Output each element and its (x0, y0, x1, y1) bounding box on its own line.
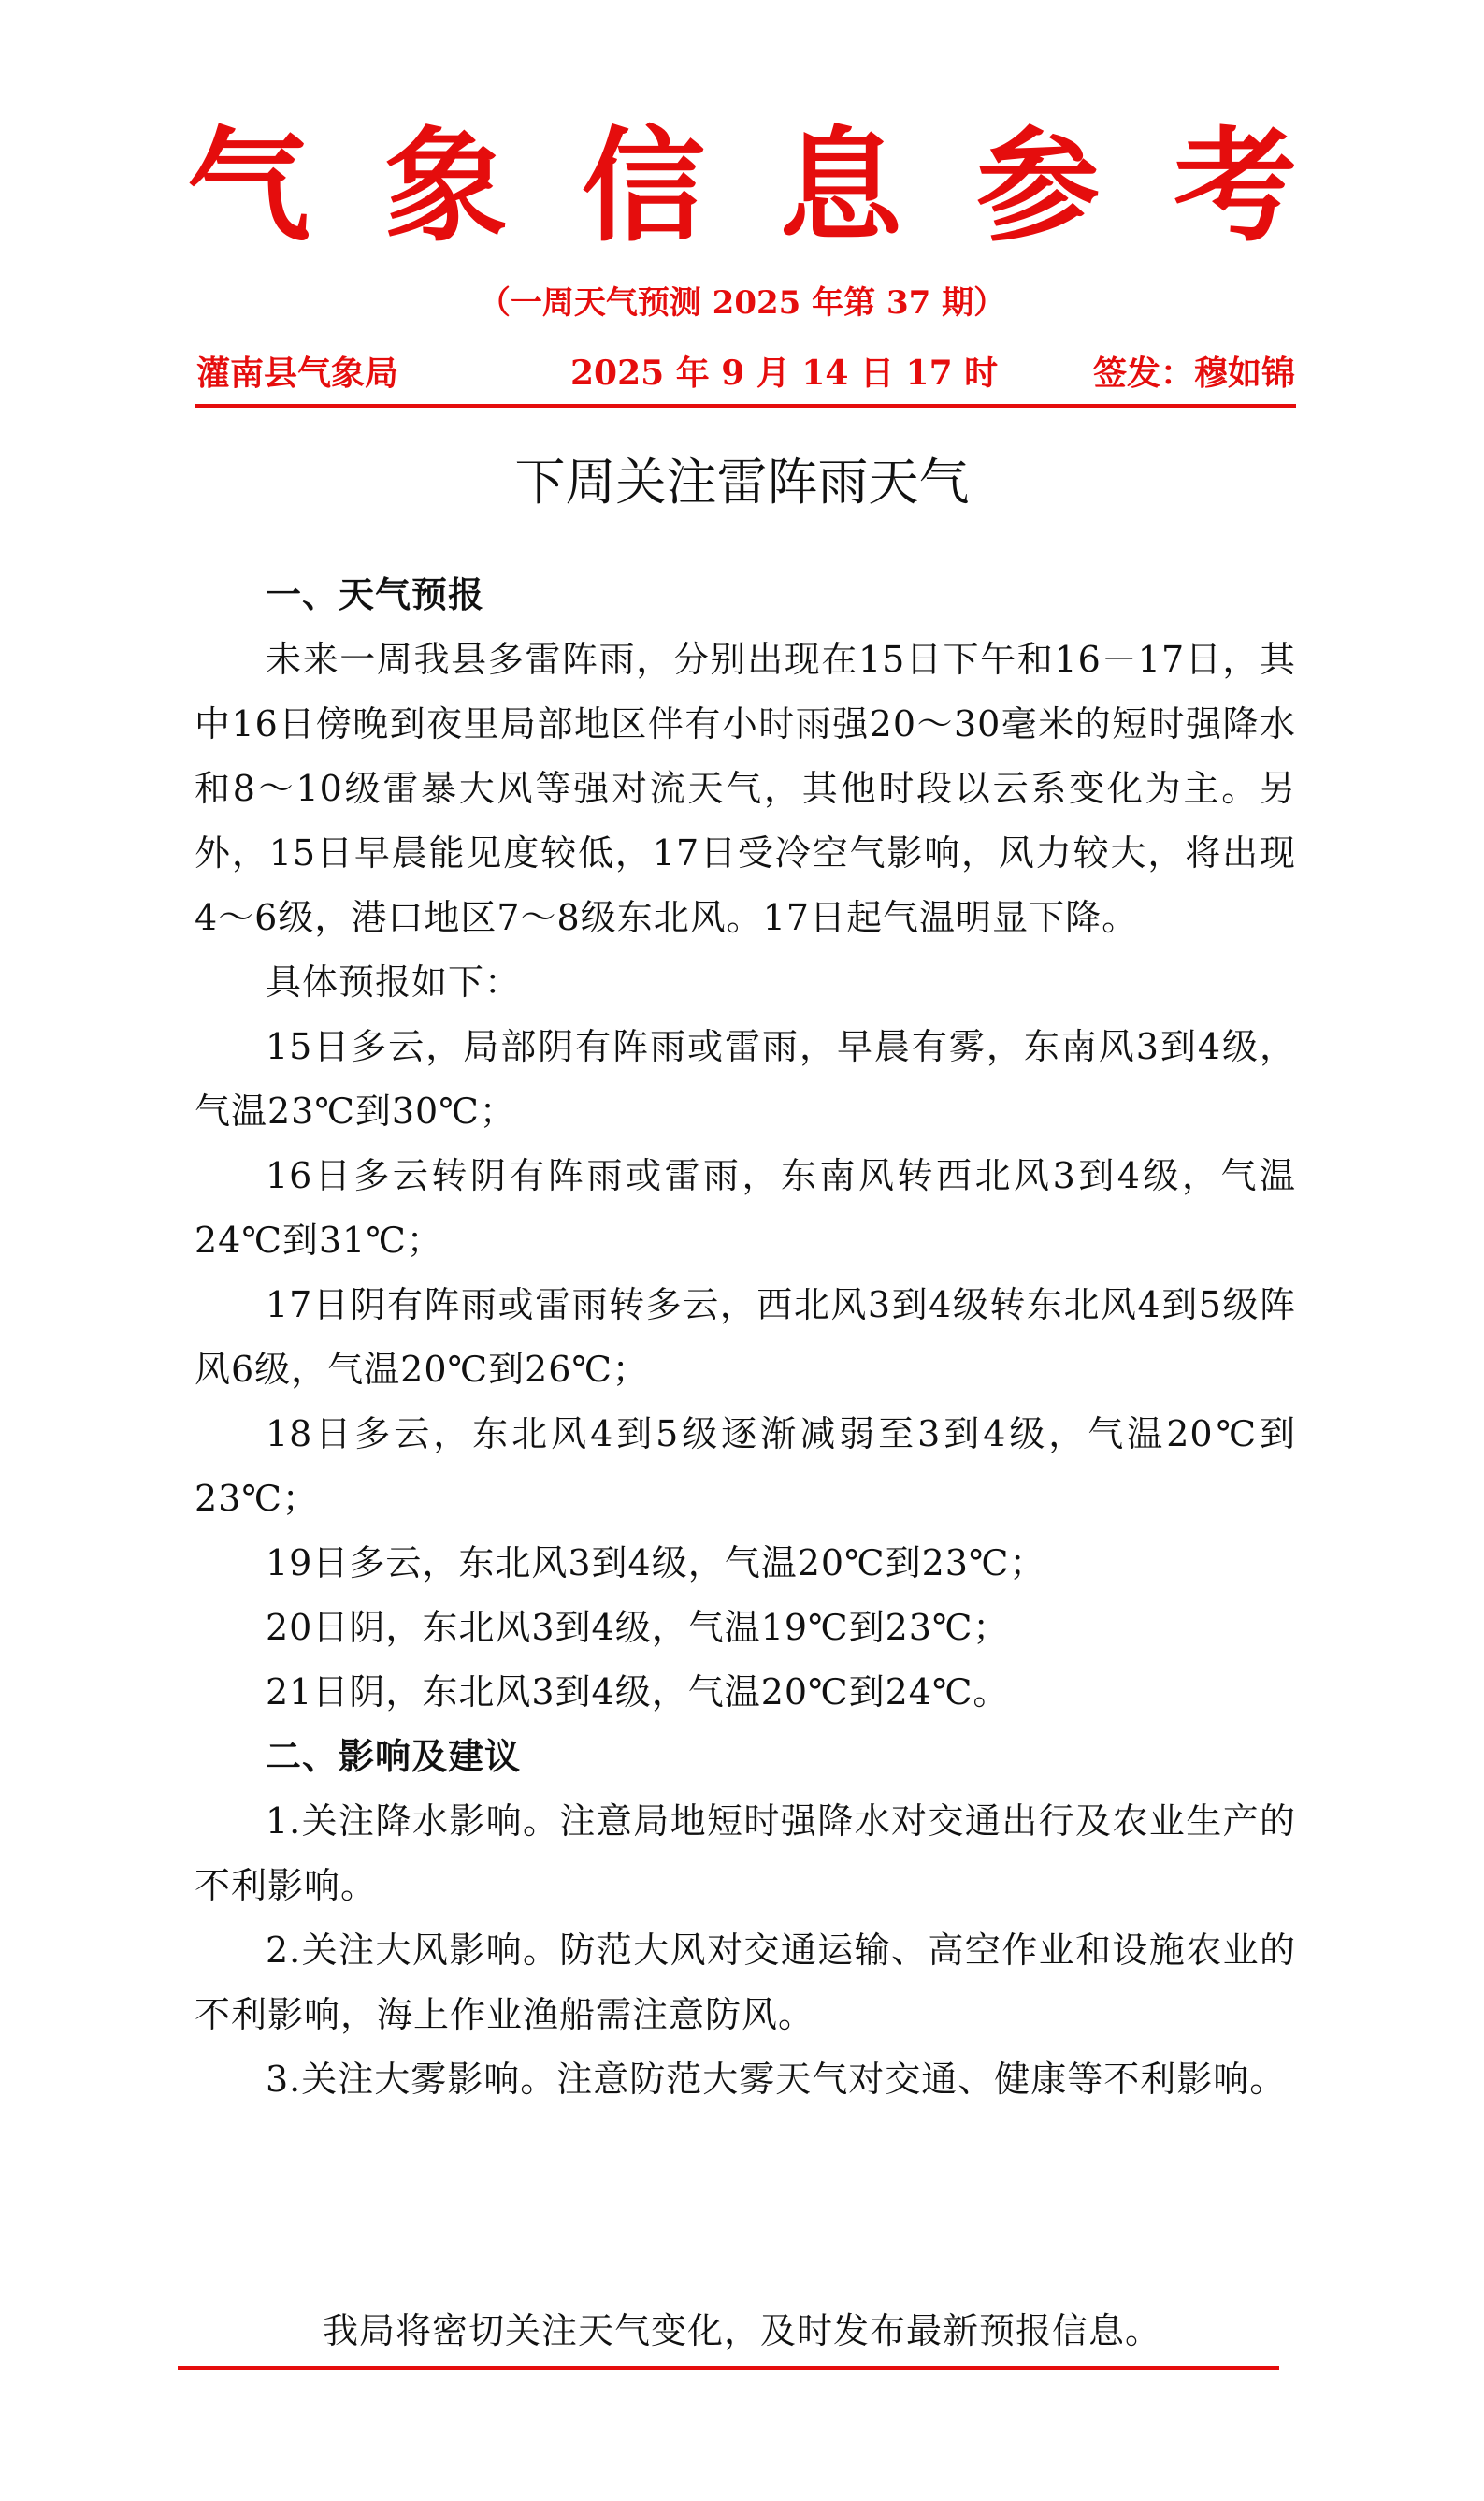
masthead-title (187, 112, 1297, 262)
daily-forecast-item: 18日多云，东北风4到5级逐渐减弱至3到4级，气温20℃到23℃； (195, 1413, 1296, 1519)
forecast-summary-paragraph: 未来一周我县多雷阵雨，分别出现在15日下午和16－17日，其中16日傍晚到夜里局部地区伴有小时雨强20～30毫米的短时强降水和8～10级雷暴大风等强对流天气，其他时段以云系变化为主。另外，15日早晨能见度较低，17日受冷空气影响，风力较大，将出现4～6级，港口地区7～8级东北风。17日起气温明显下降。 (195, 639, 1296, 938)
section-heading-impacts: 二、影响及建议 (266, 1736, 522, 1777)
daily-forecast-item: 19日多云，东北风3到4级，气温20℃到23℃； (266, 1542, 1046, 1583)
daily-forecast-item: 16日多云转阴有阵雨或雷雨，东南风转西北风3到4级，气温24℃到31℃； (195, 1155, 1296, 1261)
issue-date: 2025 年 9 月 14 日 17 时 (570, 354, 999, 393)
forecast-intro: 具体预报如下： (266, 961, 522, 1003)
masthead-char: 气 (187, 115, 310, 259)
masthead-char: 象 (384, 115, 508, 259)
masthead-char: 考 (1174, 115, 1297, 259)
masthead-char: 参 (976, 115, 1100, 259)
issuing-organization: 灌南县气象局 (196, 354, 399, 393)
page-headline: 下周关注雷阵雨天气 (514, 453, 970, 512)
document-body (195, 563, 1296, 2112)
masthead-char: 息 (779, 115, 902, 259)
signer: 签发：穆如锦 (1092, 354, 1295, 393)
suggestion-item: 3.关注大雾影响。注意防范大雾天气对交通、健康等不利影响。 (266, 2059, 1287, 2100)
closing-statement: 我局将密切关注天气变化，及时发布最新预报信息。 (322, 2310, 1161, 2351)
masthead-char: 信 (582, 115, 705, 259)
header-divider (195, 404, 1296, 408)
issuer-info-row (196, 350, 1295, 397)
section-heading-forecast: 一、天气预报 (266, 574, 485, 615)
suggestion-item: 1.关注降水影响。注意局地短时强降水对交通出行及农业生产的不利影响。 (195, 1800, 1296, 1906)
suggestion-item: 2.关注大风影响。防范大风对交通运输、高空作业和设施农业的不利影响，海上作业渔船需注意防风。 (195, 1930, 1296, 2035)
daily-forecast-item: 15日多云，局部阴有阵雨或雷雨，早晨有雾，东南风3到4级，气温23℃到30℃； (195, 1026, 1296, 1132)
issue-number: （一周天气预测 2025 年第 37 期） (478, 284, 1006, 322)
daily-forecast-item: 20日阴，东北风3到4级，气温19℃到23℃； (266, 1607, 1010, 1648)
daily-forecast-item: 21日阴，东北风3到4级，气温20℃到24℃。 (266, 1671, 1010, 1713)
daily-forecast-item: 17日阴有阵雨或雷雨转多云，西北风3到4级转东北风4到5级阵风6级，气温20℃到26℃； (195, 1284, 1296, 1390)
footer-divider (178, 2366, 1279, 2370)
